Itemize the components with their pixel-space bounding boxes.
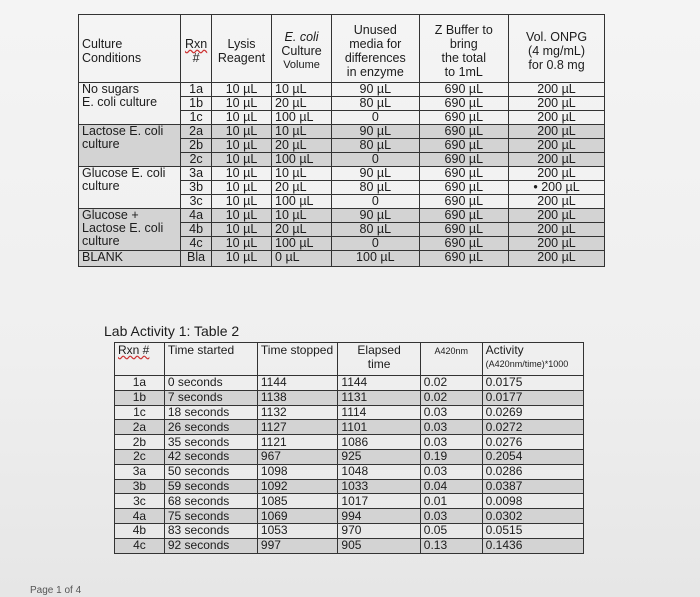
- rxn-cell: 3c: [181, 195, 212, 209]
- header-onpg: [509, 15, 605, 83]
- ecoli-volume-cell: 100 µL: [272, 237, 332, 251]
- reaction-setup-table: [78, 14, 605, 267]
- header-rxn-number: [115, 343, 165, 376]
- header-line: the total: [441, 50, 487, 65]
- table-row: [115, 464, 584, 479]
- lysis-cell: 10 µL: [211, 181, 271, 195]
- header-line: Volume: [283, 58, 320, 71]
- table-row: [115, 479, 584, 494]
- absorbance-cell: 0.03: [420, 420, 482, 435]
- activity-cell: 0.2054: [482, 449, 583, 464]
- absorbance-cell: 0.03: [420, 405, 482, 420]
- z-buffer-cell: 690 µL: [419, 97, 509, 111]
- unused-media-cell: 80 µL: [332, 97, 419, 111]
- rxn-cell: 3a: [115, 464, 165, 479]
- header-time-stopped: [257, 343, 338, 376]
- header-line: to 1mL: [444, 64, 483, 79]
- header-line: #: [192, 50, 200, 65]
- absorbance-cell: 0.05: [420, 523, 482, 538]
- activity-cell: 0.0387: [482, 479, 583, 494]
- absorbance-cell: 0.03: [420, 509, 482, 524]
- table-row: [79, 83, 605, 97]
- onpg-cell: 200 µL: [509, 125, 605, 139]
- elapsed-time-cell: 1048: [338, 464, 420, 479]
- rxn-cell: 1c: [115, 405, 165, 420]
- time-started-cell: 59 seconds: [164, 479, 257, 494]
- elapsed-time-cell: 1114: [338, 405, 420, 420]
- lysis-cell: 10 µL: [211, 111, 271, 125]
- rxn-cell: 3c: [115, 494, 165, 509]
- time-started-cell: 50 seconds: [164, 464, 257, 479]
- absorbance-cell: 0.03: [420, 464, 482, 479]
- absorbance-cell: 0.02: [420, 376, 482, 391]
- time-started-cell: 35 seconds: [164, 435, 257, 450]
- rxn-cell: 1a: [181, 83, 212, 97]
- blank-row: [79, 251, 605, 267]
- unused-media-cell: 80 µL: [332, 181, 419, 195]
- time-stopped-cell: 1127: [257, 420, 338, 435]
- activity-cell: 0.0515: [482, 523, 583, 538]
- header-line: Z Buffer to: [434, 22, 493, 37]
- time-started-cell: 75 seconds: [164, 509, 257, 524]
- table-row: [115, 405, 584, 420]
- time-stopped-cell: 1069: [257, 509, 338, 524]
- table-row: [115, 509, 584, 524]
- elapsed-time-cell: 1101: [338, 420, 420, 435]
- header-line: bring: [449, 36, 478, 51]
- onpg-cell: 200 µL: [509, 209, 605, 223]
- ecoli-volume-cell: 10 µL: [272, 167, 332, 181]
- onpg-cell: 200 µL: [509, 223, 605, 237]
- header-time-started: [164, 343, 257, 376]
- elapsed-time-cell: 905: [338, 538, 420, 553]
- absorbance-cell: 0.02: [420, 390, 482, 405]
- rxn-cell: 3b: [181, 181, 212, 195]
- elapsed-time-cell: 1131: [338, 390, 420, 405]
- onpg-cell: 200 µL: [509, 111, 605, 125]
- ecoli-volume-cell: 10 µL: [272, 83, 332, 97]
- header-line: Rxn: [184, 36, 208, 51]
- table1-header-row: [79, 15, 605, 83]
- elapsed-time-cell: 1017: [338, 494, 420, 509]
- ecoli-volume-cell: 100 µL: [272, 111, 332, 125]
- rxn-cell: 2b: [115, 435, 165, 450]
- rxn-cell: 4c: [115, 538, 165, 553]
- time-stopped-cell: 1138: [257, 390, 338, 405]
- lysis-cell: 10 µL: [211, 153, 271, 167]
- header-rxn: [181, 15, 212, 83]
- onpg-cell: 200 µL: [509, 139, 605, 153]
- header-unused-media: [332, 15, 419, 83]
- culture-condition-cell: [79, 125, 181, 167]
- activity-cell: 0.0177: [482, 390, 583, 405]
- onpg-cell: 200 µL: [509, 195, 605, 209]
- z-buffer-cell: 690 µL: [419, 195, 509, 209]
- lysis-cell: 10 µL: [211, 139, 271, 153]
- elapsed-time-cell: 925: [338, 449, 420, 464]
- ecoli-volume-cell: 0 µL: [272, 251, 332, 267]
- condition-label-line: No sugars: [82, 82, 139, 96]
- unused-media-cell: 90 µL: [332, 167, 419, 181]
- unused-media-cell: 80 µL: [332, 139, 419, 153]
- header-line: (A420nm/time)*1000: [485, 359, 569, 369]
- rxn-cell: 4b: [181, 223, 212, 237]
- header-text: Time stopped: [260, 343, 334, 357]
- elapsed-time-cell: 1144: [338, 376, 420, 391]
- condition-label-line: Lactose E. coli: [82, 124, 164, 138]
- elapsed-time-cell: 994: [338, 509, 420, 524]
- onpg-cell: 200 µL: [509, 97, 605, 111]
- rxn-cell: 4a: [115, 509, 165, 524]
- time-stopped-cell: 967: [257, 449, 338, 464]
- condition-label-line: E. coli culture: [82, 95, 158, 109]
- z-buffer-cell: 690 µL: [419, 125, 509, 139]
- unused-media-cell: 90 µL: [332, 83, 419, 97]
- absorbance-cell: 0.04: [420, 479, 482, 494]
- onpg-cell: 200 µL: [509, 83, 605, 97]
- unused-media-cell: 90 µL: [332, 209, 419, 223]
- time-started-cell: 83 seconds: [164, 523, 257, 538]
- time-started-cell: 26 seconds: [164, 420, 257, 435]
- onpg-cell: • 200 µL: [509, 181, 605, 195]
- z-buffer-cell: 690 µL: [419, 167, 509, 181]
- activity-cell: 0.0286: [482, 464, 583, 479]
- table-row: [115, 538, 584, 553]
- time-stopped-cell: 1132: [257, 405, 338, 420]
- header-text: A420nm: [434, 346, 468, 356]
- ecoli-volume-cell: 100 µL: [272, 195, 332, 209]
- z-buffer-cell: 690 µL: [419, 209, 509, 223]
- table2-body: [115, 376, 584, 554]
- rxn-cell: 3a: [181, 167, 212, 181]
- z-buffer-cell: 690 µL: [419, 153, 509, 167]
- lysis-cell: 10 µL: [211, 223, 271, 237]
- header-elapsed-time: [338, 343, 420, 376]
- z-buffer-cell: 690 µL: [419, 83, 509, 97]
- z-buffer-cell: 690 µL: [419, 139, 509, 153]
- ecoli-volume-cell: 20 µL: [272, 97, 332, 111]
- lysis-cell: 10 µL: [211, 167, 271, 181]
- time-stopped-cell: 997: [257, 538, 338, 553]
- header-line: differences: [344, 50, 406, 65]
- rxn-cell: 2c: [181, 153, 212, 167]
- header-text: Time started: [167, 343, 235, 357]
- unused-media-cell: 0: [332, 237, 419, 251]
- header-line: Activity: [485, 343, 524, 357]
- page-footer: Page 1 of 4: [30, 585, 82, 596]
- rxn-cell: 1c: [181, 111, 212, 125]
- table2-header-row: [115, 343, 584, 376]
- header-line: (4 mg/mL): [528, 43, 585, 58]
- z-buffer-cell: 690 µL: [419, 237, 509, 251]
- ecoli-volume-cell: 10 µL: [272, 209, 332, 223]
- ecoli-volume-cell: 20 µL: [272, 139, 332, 153]
- absorbance-cell: 0.13: [420, 538, 482, 553]
- condition-label-line: Lactose E. coli: [82, 221, 164, 235]
- time-stopped-cell: 1098: [257, 464, 338, 479]
- unused-media-cell: 100 µL: [332, 251, 419, 267]
- header-line: Lysis: [227, 36, 256, 51]
- time-stopped-cell: 1121: [257, 435, 338, 450]
- rxn-cell: 1a: [115, 376, 165, 391]
- time-started-cell: 42 seconds: [164, 449, 257, 464]
- rxn-cell: 4c: [181, 237, 212, 251]
- table-row: [79, 209, 605, 223]
- header-line: time: [367, 357, 391, 371]
- header-ecoli-volume: [272, 15, 332, 83]
- condition-label-line: Glucose +: [82, 208, 139, 222]
- absorbance-cell: 0.19: [420, 449, 482, 464]
- header-line: Elapsed: [357, 343, 401, 357]
- activity-cell: 0.0098: [482, 494, 583, 509]
- absorbance-cell: 0.01: [420, 494, 482, 509]
- absorbance-cell: 0.03: [420, 435, 482, 450]
- activity-results-table: [114, 342, 584, 554]
- header-line: Culture: [281, 43, 322, 58]
- lysis-cell: 10 µL: [211, 195, 271, 209]
- onpg-cell: 200 µL: [509, 237, 605, 251]
- time-stopped-cell: 1092: [257, 479, 338, 494]
- header-activity: [482, 343, 583, 376]
- rxn-cell: 3b: [115, 479, 165, 494]
- header-z-buffer: [419, 15, 509, 83]
- z-buffer-cell: 690 µL: [419, 111, 509, 125]
- lysis-cell: 10 µL: [211, 125, 271, 139]
- onpg-cell: 200 µL: [509, 153, 605, 167]
- time-started-cell: 0 seconds: [164, 376, 257, 391]
- table-row: [115, 523, 584, 538]
- time-stopped-cell: 1053: [257, 523, 338, 538]
- ecoli-volume-cell: 100 µL: [272, 153, 332, 167]
- activity-cell: 0.0276: [482, 435, 583, 450]
- condition-label-line: culture: [82, 137, 120, 151]
- header-line: Vol. ONPG: [525, 29, 588, 44]
- lysis-cell: 10 µL: [211, 237, 271, 251]
- onpg-cell: 200 µL: [509, 167, 605, 181]
- header-line: Culture: [82, 36, 123, 51]
- activity-cell: 0.1436: [482, 538, 583, 553]
- rxn-cell: 1b: [181, 97, 212, 111]
- table-row: [115, 390, 584, 405]
- time-started-cell: 92 seconds: [164, 538, 257, 553]
- rxn-cell: 1b: [115, 390, 165, 405]
- header-lysis: [211, 15, 271, 83]
- elapsed-time-cell: 1086: [338, 435, 420, 450]
- table-row: [79, 125, 605, 139]
- table1-body: [79, 83, 605, 267]
- time-started-cell: 18 seconds: [164, 405, 257, 420]
- activity-cell: 0.0175: [482, 376, 583, 391]
- activity-cell: 0.0272: [482, 420, 583, 435]
- z-buffer-cell: 690 µL: [419, 181, 509, 195]
- culture-condition-cell: [79, 83, 181, 125]
- onpg-cell: 200 µL: [509, 251, 605, 267]
- condition-label-line: culture: [82, 234, 120, 248]
- rxn-cell: 2a: [181, 125, 212, 139]
- rxn-cell: Bla: [181, 251, 212, 267]
- time-started-cell: 7 seconds: [164, 390, 257, 405]
- lysis-cell: 10 µL: [211, 97, 271, 111]
- rxn-cell: 2a: [115, 420, 165, 435]
- header-culture-conditions: [79, 15, 181, 83]
- ecoli-volume-cell: 20 µL: [272, 223, 332, 237]
- unused-media-cell: 0: [332, 153, 419, 167]
- table-row: [115, 376, 584, 391]
- header-line: Unused: [353, 22, 397, 37]
- rxn-cell: 2c: [115, 449, 165, 464]
- table-row: [115, 494, 584, 509]
- table2-caption: Lab Activity 1: Table 2: [104, 323, 240, 339]
- rxn-cell: 4b: [115, 523, 165, 538]
- z-buffer-cell: 690 µL: [419, 223, 509, 237]
- time-started-cell: 68 seconds: [164, 494, 257, 509]
- elapsed-time-cell: 1033: [338, 479, 420, 494]
- table-row: [115, 435, 584, 450]
- culture-condition-cell: [79, 167, 181, 209]
- header-line: Conditions: [82, 50, 142, 65]
- rxn-cell: 4a: [181, 209, 212, 223]
- rxn-cell: 2b: [181, 139, 212, 153]
- lysis-cell: 10 µL: [211, 251, 271, 267]
- activity-cell: 0.0269: [482, 405, 583, 420]
- elapsed-time-cell: 970: [338, 523, 420, 538]
- table-row: [79, 167, 605, 181]
- header-line: media for: [349, 36, 402, 51]
- lysis-cell: 10 µL: [211, 209, 271, 223]
- table-row: [115, 449, 584, 464]
- z-buffer-cell: 690 µL: [419, 251, 509, 267]
- header-line: for 0.8 mg: [528, 57, 585, 72]
- header-line: Reagent: [217, 50, 266, 65]
- header-line: E. coli: [284, 29, 319, 44]
- unused-media-cell: 90 µL: [332, 125, 419, 139]
- header-line: in enzyme: [346, 64, 404, 79]
- time-stopped-cell: 1144: [257, 376, 338, 391]
- table-row: [115, 420, 584, 435]
- lysis-cell: 10 µL: [211, 83, 271, 97]
- unused-media-cell: 0: [332, 111, 419, 125]
- header-absorbance: [420, 343, 482, 376]
- activity-cell: 0.0302: [482, 509, 583, 524]
- culture-condition-cell: [79, 209, 181, 251]
- condition-label-line: Glucose E. coli: [82, 166, 166, 180]
- unused-media-cell: 0: [332, 195, 419, 209]
- ecoli-volume-cell: 20 µL: [272, 181, 332, 195]
- ecoli-volume-cell: 10 µL: [272, 125, 332, 139]
- blank-label-cell: BLANK: [79, 251, 181, 267]
- time-stopped-cell: 1085: [257, 494, 338, 509]
- condition-label-line: culture: [82, 179, 120, 193]
- unused-media-cell: 80 µL: [332, 223, 419, 237]
- header-text: Rxn #: [118, 343, 150, 357]
